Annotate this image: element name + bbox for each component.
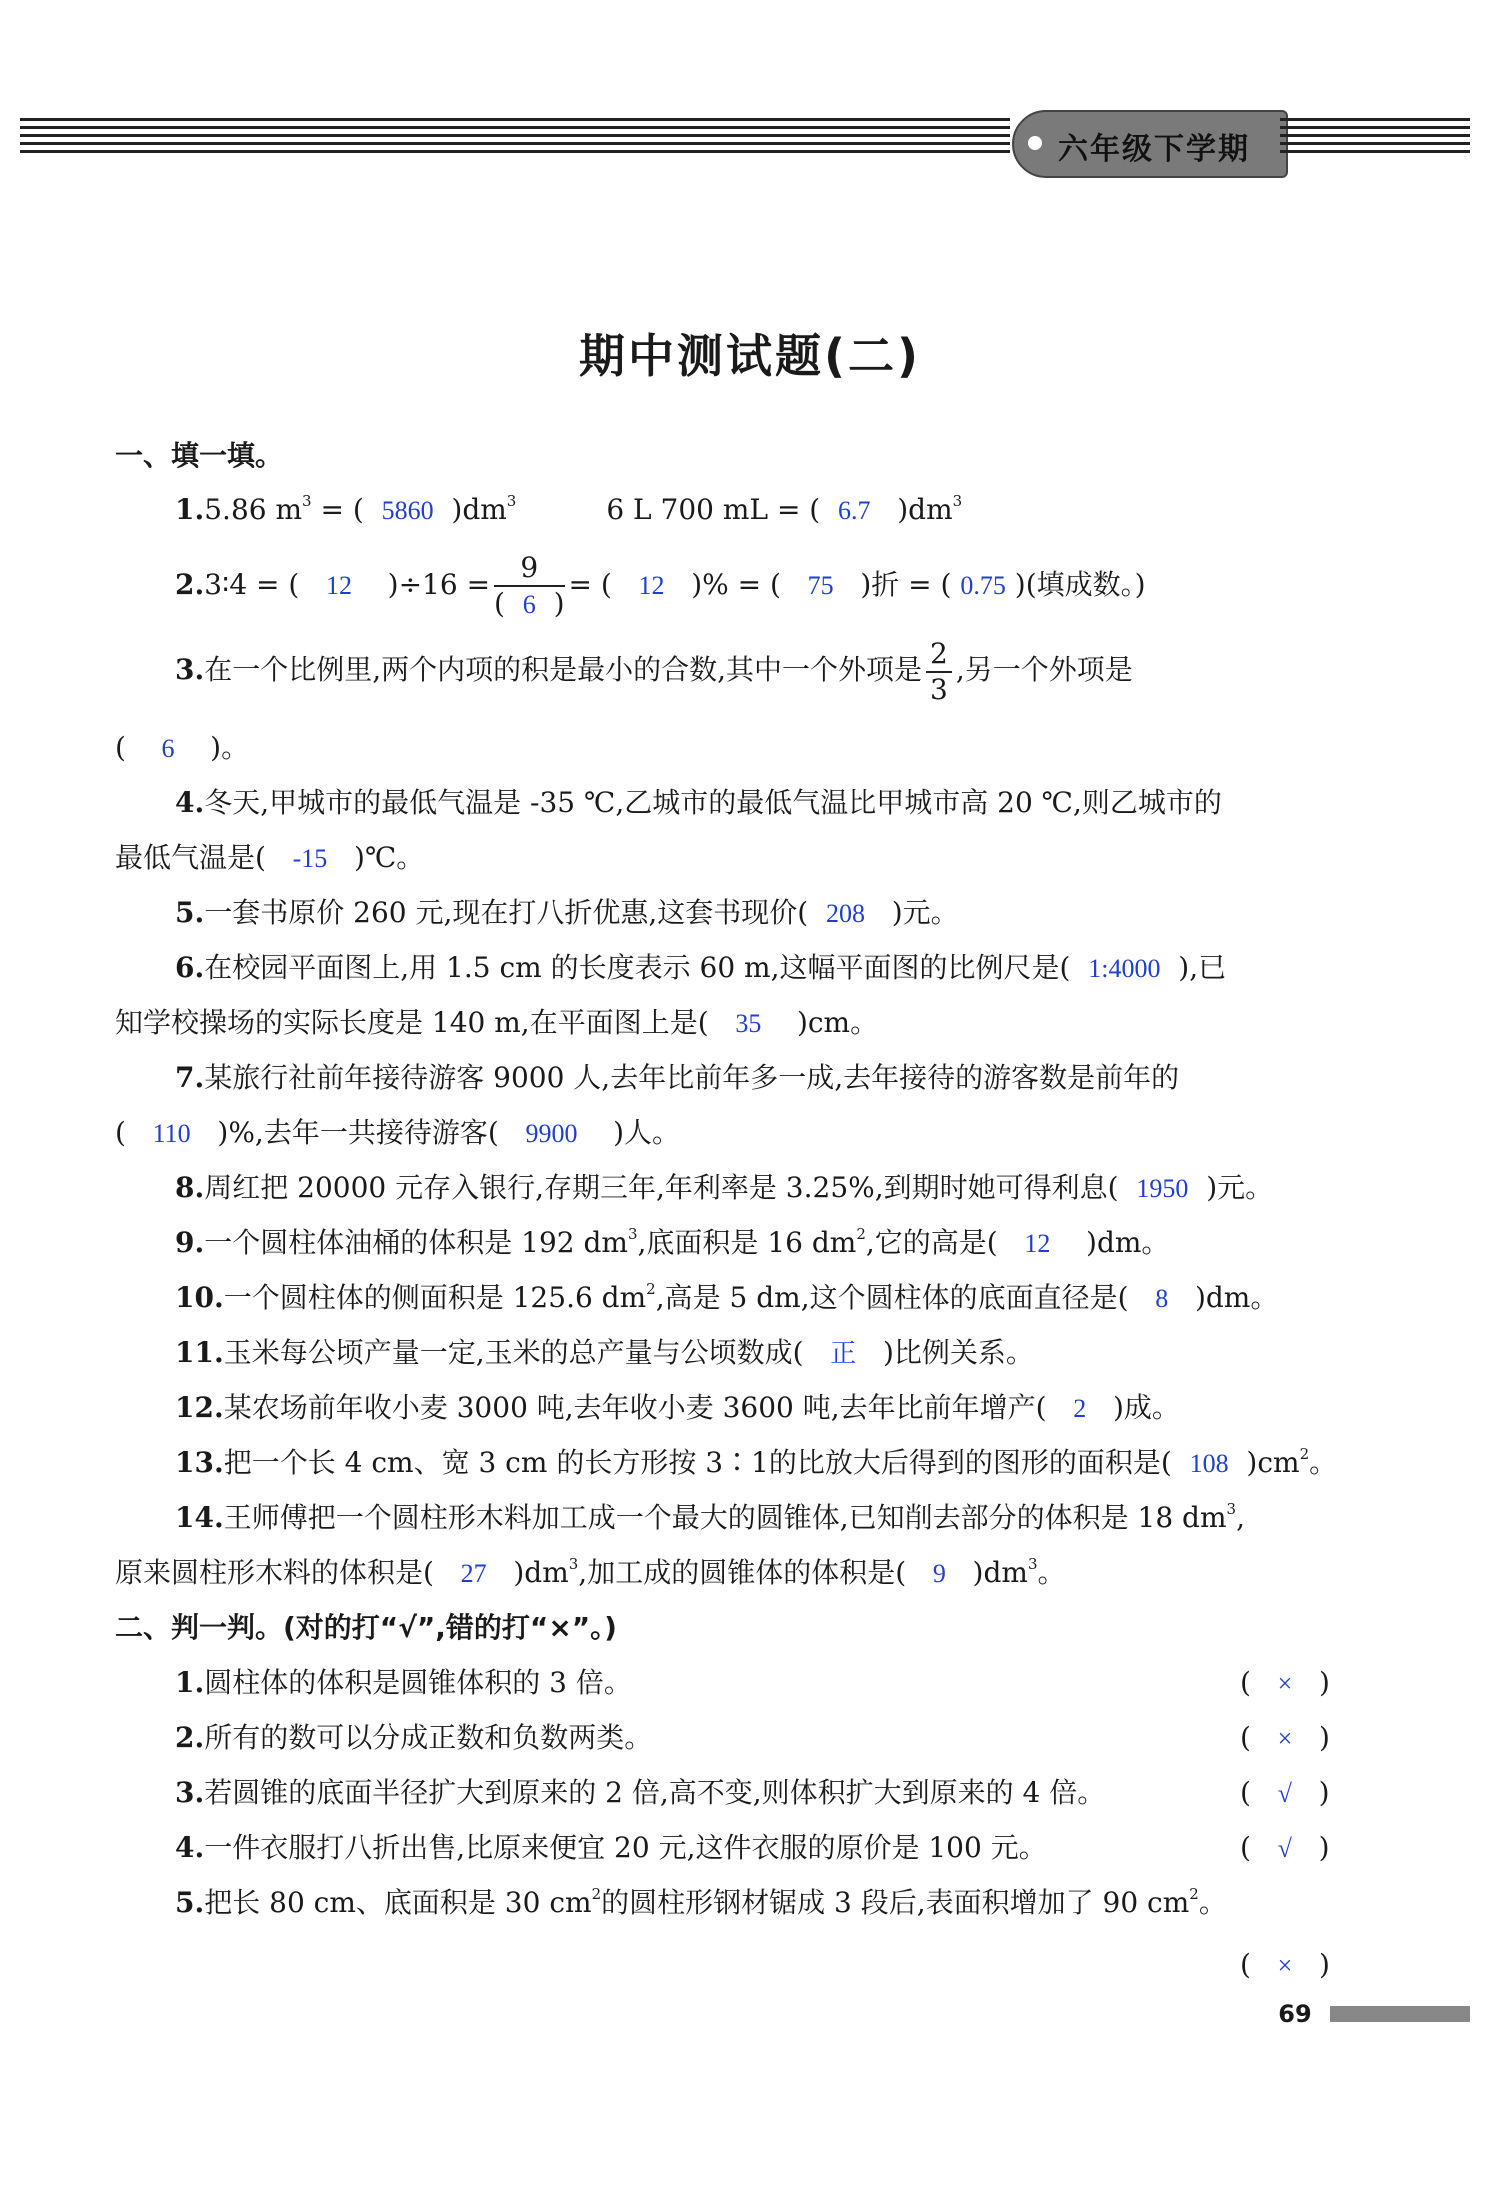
answer: 6 xyxy=(522,590,536,619)
answer: 110 xyxy=(152,1119,191,1148)
judge-mark-4: ( √ ) xyxy=(1240,1831,1330,1864)
page-number-bar xyxy=(1330,2006,1470,2022)
question-9: 9.一个圆柱体油桶的体积是 192 $dm^3$,底面积是 16 $dm^2$,它的高是( 12 )dm。 xyxy=(175,1225,1170,1259)
tab-dot-icon xyxy=(1028,136,1042,150)
answer: 12 xyxy=(1024,1229,1051,1258)
answer: 5860 xyxy=(381,496,434,525)
question-1: 1.5.86 $m^3$ = ( 5860 )$dm^3$ 6 L 700 mL = ( 6.7 )$dm^3$ xyxy=(175,492,963,526)
grade-tab xyxy=(1012,110,1288,178)
answer: 1950 xyxy=(1136,1174,1189,1203)
answer: 208 xyxy=(826,899,866,928)
question-12: 12.某农场前年收小麦 3000 吨,去年收小麦 3600 吨,去年比前年增产( 2 )成。 xyxy=(175,1391,1180,1424)
judge-mark-3: ( √ ) xyxy=(1240,1776,1330,1809)
section2-heading: 二、判一判。(对的打“√”,错的打“×”。) xyxy=(115,1611,617,1644)
answer: -15 xyxy=(292,844,328,873)
question-3: 3.在一个比例里,两个内项的积是最小的合数,其中一个外项是 $\frac{2}{3}$ ,另一个外项是 xyxy=(175,636,1133,706)
answer: 1:4000 xyxy=(1088,954,1161,983)
page-title: 期中测试题(二) xyxy=(578,329,922,383)
question-8: 8.周红把 20000 元存入银行,存期三年,年利率是 3.25%,到期时她可得利息( 1950 )元。 xyxy=(175,1171,1274,1204)
question-10: 10.一个圆柱体的侧面积是 125.6 $dm^2$,高是 5 dm,这个圆柱体的底面直径是( 8 )dm。 xyxy=(175,1280,1279,1314)
answer: 0.75 xyxy=(960,571,1006,600)
judge-mark-5: ( × ) xyxy=(1240,1948,1330,1981)
question-13: 13.把一个长 4 cm、宽 3 cm 的长方形按 3∶1的比放大后得到的图形的面积是( 108 )$cm^2$。 xyxy=(175,1445,1338,1479)
question-4: 4.冬天,甲城市的最低气温是 -35 ℃,乙城市的最低气温比甲城市高 20 ℃,则乙城市的 xyxy=(175,786,1222,819)
question-14-cont: 原来圆柱形木料的体积是( 27 )$dm^3$,加工成的圆锥体的体积是( 9 )$dm^3$。 xyxy=(115,1555,1066,1589)
answer: 6.7 xyxy=(838,496,871,525)
answer: 6 xyxy=(161,734,175,763)
question-14: 14.王师傅把一个圆柱形木料加工成一个最大的圆锥体,已知削去部分的体积是 18 $dm^3$, xyxy=(175,1500,1245,1534)
answer: 12 xyxy=(326,571,353,600)
answer: 75 xyxy=(807,571,834,600)
question-2: 2.3∶4 = ( 12 )÷16 = $\frac{9}{( 6 )}$ = ( 12 )% = ( 75 )折 = ( 0.75 )(填成数。) xyxy=(175,551,1146,620)
answer: 35 xyxy=(735,1009,762,1038)
judge-item-3: 3.若圆锥的底面半径扩大到原来的 2 倍,高不变,则体积扩大到原来的 4 倍。 xyxy=(175,1776,1106,1809)
answer: 27 xyxy=(460,1559,487,1588)
judge-mark-2: ( × ) xyxy=(1240,1721,1330,1754)
question-6-cont: 知学校操场的实际长度是 140 m,在平面图上是( 35 )cm。 xyxy=(115,1006,879,1039)
answer: 正 xyxy=(830,1339,857,1368)
header-rule-left xyxy=(20,118,1010,164)
judge-item-1: 1.圆柱体的体积是圆锥体积的 3 倍。 xyxy=(175,1666,632,1699)
judge-item-2: 2.所有的数可以分成正数和负数两类。 xyxy=(175,1721,653,1754)
answer: 9900 xyxy=(525,1119,578,1148)
section1-heading: 一、填一填。 xyxy=(115,439,284,472)
question-4-cont: 最低气温是( -15 )℃。 xyxy=(115,841,425,874)
judge-mark-1: ( × ) xyxy=(1240,1666,1330,1699)
fraction: $\frac{9}{( 6 )}$ xyxy=(494,551,565,620)
question-7-cont: ( 110 )%,去年一共接待游客( 9900 )人。 xyxy=(115,1116,680,1149)
question-11: 11.玉米每公顷产量一定,玉米的总产量与公顷数成( 正 )比例关系。 xyxy=(175,1336,1034,1369)
judge-item-5: 5.把长 80 cm、底面积是 30 $cm^2$的圆柱形钢材锯成 3 段后,表面积增加了 90 $cm^2$。 xyxy=(175,1885,1227,1919)
grade-tab-label: 六年级下学期 xyxy=(1058,132,1250,167)
answer: 8 xyxy=(1155,1284,1169,1313)
answer: 2 xyxy=(1073,1394,1087,1423)
answer: 108 xyxy=(1189,1449,1229,1478)
judge-item-4: 4.一件衣服打八折出售,比原来便宜 20 元,这件衣服的原价是 100 元。 xyxy=(175,1831,1047,1864)
question-6: 6.在校园平面图上,用 1.5 cm 的长度表示 60 m,这幅平面图的比例尺是( 1:4000 ),已 xyxy=(175,951,1227,984)
fraction: $\frac{2}{3}$ xyxy=(926,637,952,707)
header-rule-right xyxy=(1280,118,1470,164)
answer: 12 xyxy=(638,571,665,600)
question-7: 7.某旅行社前年接待游客 9000 人,去年比前年多一成,去年接待的游客数是前年的 xyxy=(175,1061,1180,1094)
page-number: 69 xyxy=(1278,2000,1312,2028)
question-3-cont: ( 6 )。 xyxy=(115,731,250,764)
question-5: 5.一套书原价 260 元,现在打八折优惠,这套书现价( 208 )元。 xyxy=(175,896,959,929)
answer: 9 xyxy=(932,1559,946,1588)
